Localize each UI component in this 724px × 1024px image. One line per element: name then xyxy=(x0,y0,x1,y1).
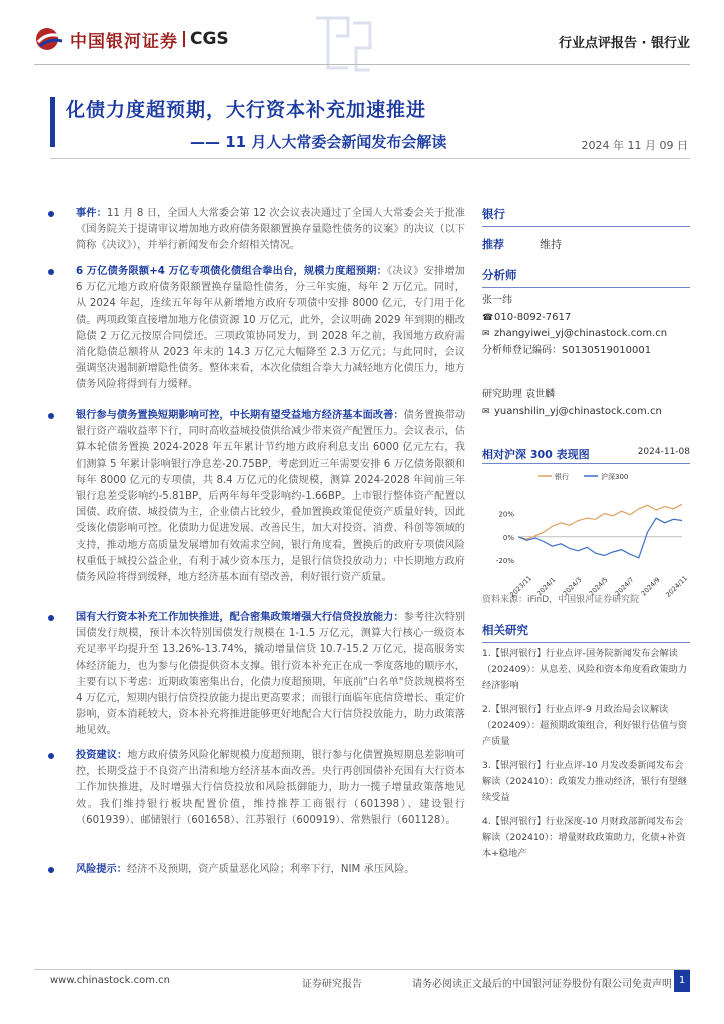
bullet-icon xyxy=(48,269,54,275)
y-tick-label: -20% xyxy=(495,557,514,566)
sub-title: —— 11 月人大常委会新闻发布会解读 xyxy=(190,133,447,151)
capital-paragraph xyxy=(40,610,465,740)
paragraph-text: 《决议》安排增加 6 万亿元地方政府债务限额置换存量隐性债务，分三年实施，每年 2 万亿元。同时，从 2024 年起，连续五年每年从新增地方政府专项债中安排 8000 亿元，专门用于化债。两项政策直接增加地方化债资源 10 万亿元，此外，会议明确 2029 年到期的棚改隐债 2 万亿元按原合同偿还。三项政策协同发力，到 2028 年之前，我国地方政府需消化隐债总额将从 2023 年末的 14.3 万亿元大幅降至 2.3 万亿元；与此同时，会议强调坚决遏制新增隐性债务。整体来看，本次化债组合拳大力减轻地方化债压力，地方债务风险将得到有力缓释。 xyxy=(76,266,465,391)
debt-limit-paragraph xyxy=(40,264,465,394)
related-item[interactable]: 4.【银河银行】行业深度-10 月财政部新闻发布会解读（202410）：增量财政政策助力，化债+补资本+稳地产 xyxy=(482,816,686,859)
related-item[interactable]: 1.【银河银行】行业点评-国务院新闻发布会解读（202409）：从息差、风险和资本角度看政策助力经济影响 xyxy=(482,648,688,691)
paragraph-lead: 投资建议： xyxy=(76,750,128,761)
y-tick-label: 20% xyxy=(498,510,514,519)
paragraph-lead: 银行参与债务置换短期影响可控，中长期有望受益地方经济基本面改善： xyxy=(76,410,404,421)
report-type: 行业点评报告 · 银行业 xyxy=(559,36,690,51)
cgs-watermark-icon xyxy=(308,8,378,78)
analyst-name: 张一纬 xyxy=(482,295,512,306)
paragraph-lead: 6 万亿债务限额+4 万亿专项债化债组合拳出台，规模力度超预期： xyxy=(76,266,388,277)
assistant-info xyxy=(482,387,690,420)
paragraph-lead: 事件： xyxy=(76,208,107,219)
bullet-icon xyxy=(48,413,54,419)
analyst-email-row xyxy=(482,326,690,343)
x-tick-label: 2024/11 xyxy=(664,574,689,599)
chart-title: 相对沪深 300 表现图 xyxy=(482,448,590,461)
event-paragraph xyxy=(40,206,465,255)
brand-name-cn: 中国银河证券 xyxy=(70,31,178,52)
chart-canvas xyxy=(482,466,690,606)
footer-website[interactable]: www.chinastock.com.cn xyxy=(50,975,170,986)
brand-separator xyxy=(183,31,185,47)
title-accent-bar xyxy=(50,97,55,147)
x-tick-label: 2024/9 xyxy=(639,575,662,598)
paragraph-text: 地方政府债务风险化解规模力度超预期，银行参与化债置换短期息差影响可控，长期受益于不良资产出清和地方经济基本面改善。央行再创国债补充国有大行资本工作加快推进，及时增强大行信贷投放和风险抵御能力，助力一揽子增量政策落地见效。我们维持银行板块配置价值，维持推荐工商银行（601398）、建设银行（601939）、邮储银行（601658）、江苏银行（600919）、常熟银行（601128）。 xyxy=(76,750,466,826)
analyst-phone-row xyxy=(482,310,690,327)
footer-divider xyxy=(34,969,690,970)
sector-block xyxy=(482,206,690,227)
y-tick-label: 0% xyxy=(502,533,514,542)
page-number: 1 xyxy=(674,970,690,992)
bullet-icon xyxy=(48,867,54,873)
chart-date: 2024-11-08 xyxy=(637,447,690,457)
phone-icon: ☎ xyxy=(482,312,494,323)
assistant-email[interactable]: yuanshilin_yj@chinastock.com.cn xyxy=(494,405,662,417)
paragraph-lead: 国有大行资本补充工作加快推进，配合密集政策增强大行信贷投放能力： xyxy=(76,612,404,623)
paragraph-text: 11 月 8 日，全国人大常委会第 12 次会议表决通过了全国人大常委会关于批准《国务院关于提请审议增加地方政府债务限额置换存量隐性债务的议案》的决议（以下简称《决议》），并举行新闻发布会介绍相关情况。 xyxy=(76,208,465,252)
header-divider xyxy=(34,64,690,65)
email-icon: ✉ xyxy=(482,406,490,417)
related-item[interactable]: 3.【银河银行】行业点评-10 月发改委新闻发布会解读（202410）：政策发力推动经济，银行有望继续受益 xyxy=(482,760,688,803)
paragraph-text: 经济不及预期，资产质量恶化风险；利率下行，NIM 承压风险。 xyxy=(126,864,415,875)
x-tick-label: 2024/5 xyxy=(587,575,610,598)
email-icon: ✉ xyxy=(482,329,490,339)
x-tick-label: 2024/7 xyxy=(613,575,636,598)
related-heading: 相关研究 xyxy=(482,623,528,637)
paragraph-text: 债务置换带动银行资产端收益率下行，同时高收益城投债供给减少带来资产配置压力。会议表示，估算本轮债务置换 2024-2028 年五年累计节约地方政府利息支出 6000 亿元左右，我们测算 5 年累计影响银行净息差-20.75BP，考虑到近三年需要安排 6 万亿债务限额和每年 8000 亿元的专项债，共 8.4 万亿元的化债规模，测算 2024-2028 年间前三年银行息差受影响约-5.81BP，后两年每年受影响约-1.66BP。上市银行整体资产配置以国债、政府债、城投债为主，企业债占比较少，叠加置换政策促使资产质量好转，因此受该化债影响可控。化债助力促进发展、改善民生，加大对投资、消费、科创等领域的支持，推动地方高质量发展增加有效需求空间，银行角度看，置换后的政府专项债风险权重低于城投公益企业，有利于减少资本压力，是银行信贷投放动力；中长期地方政府债务风险将得到缓释，地方经济基本面有望改善，利好银行资产质量。 xyxy=(76,410,466,584)
assistant-name: 研究助理 袁世麟 xyxy=(482,389,556,400)
related-divider xyxy=(482,642,690,643)
cgs-logo-icon xyxy=(34,26,64,52)
analyst-email[interactable]: zhangyiwei_yj@chinastock.com.cn xyxy=(494,328,668,339)
legend-label: 银行 xyxy=(555,473,569,481)
analyst-cert: 分析师登记编码：S0130519010001 xyxy=(482,344,652,356)
sector-label: 银行 xyxy=(482,207,505,221)
rating-block xyxy=(482,236,690,252)
risk-paragraph xyxy=(40,862,414,878)
analyst-heading: 分析师 xyxy=(482,268,517,282)
paragraph-lead: 风险提示： xyxy=(76,864,127,875)
bullet-icon xyxy=(48,615,54,621)
footer-disclaimer: 请务必阅读正文最后的中国银河证券股份有限公司免责声明 xyxy=(412,979,672,990)
bullet-icon xyxy=(48,211,54,217)
main-title: 化债力度超预期，大行资本补充加速推进 xyxy=(66,99,427,121)
series-line xyxy=(518,518,682,558)
related-heading-block xyxy=(482,622,690,643)
legend-label: 沪深300 xyxy=(601,473,629,481)
analyst-heading-block xyxy=(482,267,690,288)
footer-doc-type: 证券研究报告 xyxy=(302,979,362,990)
analyst-divider xyxy=(482,287,690,288)
investment-paragraph xyxy=(40,748,465,829)
brand-name-en: CGS xyxy=(190,29,229,49)
paragraph-text: 参考往次特别国债发行规模，预计本次特别国债发行规模在 1-1.5 万亿元，测算大行核心一级资本充足率平均提升至 13.26%-13.74%，撬动增量信贷 10.7-15.2 万亿元，提高服务实体经济能力，也为参与化债提供资本支撑。银行资本补充正在成一季度落地的顺序水，主要有以下考虑：近期政策密集出台，化债力度超预期，年底前"白名单"贷款规模将至 4 万亿元，短期内银行信贷投放能力提出更高要求；而银行面临年底信贷增长、重定价影响，资本消耗较大，资本补充将推进能够更好地配合大行信贷投放能力，助力政策落地见效。 xyxy=(76,612,466,737)
rating-value: 维持 xyxy=(540,238,562,251)
rating-label: 推荐 xyxy=(482,238,504,251)
x-tick-label: 2024/1 xyxy=(535,575,558,598)
analyst-info xyxy=(482,293,690,359)
performance-chart xyxy=(482,446,690,606)
related-list xyxy=(482,646,690,870)
report-date: 2024 年 11 月 09 日 xyxy=(581,139,688,152)
brand-logo xyxy=(34,26,229,52)
analyst-phone: 010-8092-7617 xyxy=(494,311,572,323)
assistant-email-row xyxy=(482,404,690,421)
x-tick-label: 2023/11 xyxy=(508,574,533,599)
sector-divider xyxy=(482,226,690,227)
x-tick-label: 2024/3 xyxy=(561,575,584,598)
bank-impact-paragraph xyxy=(40,408,465,586)
chart-source: 资料来源：iFinD，中国银河证券研究院 xyxy=(482,595,640,605)
bullet-icon xyxy=(48,753,54,759)
related-item[interactable]: 2.【银河银行】行业点评-9 月政治局会议解读（202409）：超预期政策组合，利好银行估值与资产质量 xyxy=(482,704,688,747)
chart-divider xyxy=(482,463,690,464)
series-line xyxy=(518,504,682,539)
page-header xyxy=(0,0,724,80)
title-divider xyxy=(50,158,690,159)
